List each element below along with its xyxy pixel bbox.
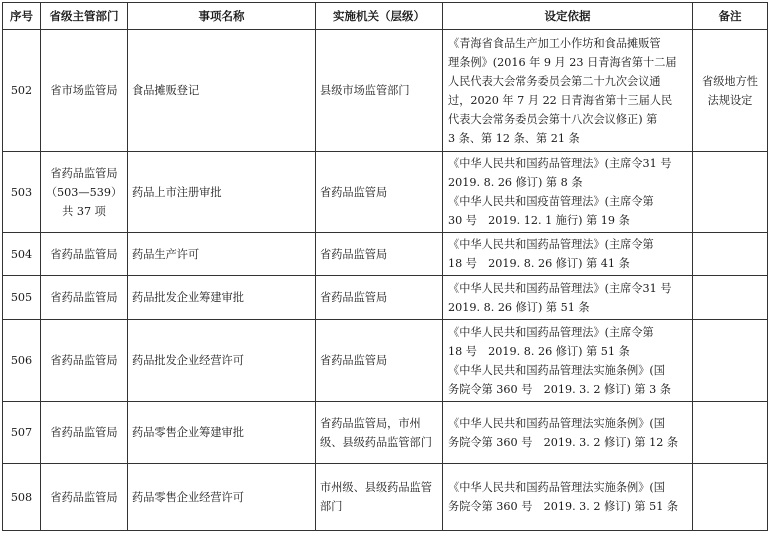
cell-dept [41, 276, 128, 320]
text-line: 2019. 8. 26 修订) 第 51 条 [448, 300, 590, 314]
cell-basis [443, 464, 693, 531]
cell-dept [41, 402, 128, 464]
cell-item: 药品零售企业经营许可 [128, 464, 316, 531]
cell-item: 药品批发企业经营许可 [128, 320, 316, 402]
cell-note [693, 464, 768, 531]
header-item: 事项名称 [128, 3, 316, 30]
cell-dept [41, 464, 128, 531]
cell-agency: 省药品监管局 [316, 233, 443, 276]
text-line: 务院令第 360 号 2019. 3. 2 修订) 第 51 条 [448, 500, 679, 513]
text-line: 省药品监管局 [50, 354, 118, 367]
cell-basis [443, 320, 693, 402]
header-dept: 省级主管部门 [41, 3, 128, 30]
cell-agency: 县级市场监管部门 [316, 30, 443, 152]
text-line: 18 号 2019. 8. 26 修订) 第 51 条 [448, 344, 630, 358]
text-line: 3 条、第 12 条、第 21 条 [448, 131, 580, 145]
cell-item: 药品上市注册审批 [128, 152, 316, 233]
cell-note [693, 233, 768, 276]
text-line: 《中华人民共和国疫苗管理法》(主席令第 [448, 195, 654, 208]
cell-basis [443, 30, 693, 152]
cell-item: 药品零售企业筹建审批 [128, 402, 316, 464]
text-line: 省药品监管局 [50, 247, 118, 261]
text-line: 省药品监管局 [50, 490, 118, 504]
text-line: 18 号 2019. 8. 26 修订) 第 41 条 [448, 257, 630, 270]
cell-dept [41, 152, 128, 233]
cell-note: 省级地方性法规设定 [693, 30, 768, 152]
header-agency: 实施机关（层级） [316, 3, 443, 30]
cell-item: 食品摊贩登记 [128, 30, 316, 152]
cell-no: 503 [3, 152, 41, 233]
cell-basis [443, 402, 693, 464]
text-line: 人民代表大会常务委员会第二十九次会议通 [448, 74, 661, 88]
cell-agency: 省药品监管局 [316, 276, 443, 320]
cell-no: 508 [3, 464, 41, 531]
text-line: 省药品监管局 [50, 291, 118, 304]
table-row [3, 233, 768, 276]
cell-note [693, 320, 768, 402]
text-line: 省药品监管局 [50, 426, 118, 439]
table-row [3, 152, 768, 233]
text-line: 过，2020 年 7 月 22 日青海省第十三届人民 [448, 93, 673, 107]
cell-agency: 省药品监管局，市州级、县级药品监管部门 [316, 402, 443, 464]
header-row [3, 3, 768, 30]
cell-dept [41, 30, 128, 152]
cell-no: 502 [3, 30, 41, 152]
permit-table [2, 2, 768, 531]
text-line: 2019. 8. 26 修订) 第 8 条 [448, 176, 583, 189]
text-line: 务院令第 360 号 2019. 3. 2 修订) 第 3 条 [448, 382, 671, 396]
cell-agency: 市州级、县级药品监管部门 [316, 464, 443, 531]
text-line: 《中华人民共和国药品管理法实施条例》(国 [448, 363, 665, 377]
cell-note [693, 276, 768, 320]
header-no: 序号 [3, 3, 41, 30]
cell-no: 507 [3, 402, 41, 464]
cell-item: 药品批发企业筹建审批 [128, 276, 316, 320]
cell-no: 504 [3, 233, 41, 276]
cell-basis [443, 233, 693, 276]
cell-item: 药品生产许可 [128, 233, 316, 276]
header-note: 备注 [693, 3, 768, 30]
text-line: 共 37 项 [62, 204, 106, 218]
text-line: 《中华人民共和国药品管理法》(主席令第 [448, 325, 654, 339]
cell-agency: 省药品监管局 [316, 152, 443, 233]
table-row [3, 320, 768, 402]
text-line: 理条例》(2016 年 9 月 23 日青海省第十二届 [448, 55, 677, 69]
cell-dept [41, 233, 128, 276]
table-row [3, 464, 768, 531]
text-line: （503—539） [45, 185, 123, 199]
text-line: 省市场监管局 [50, 84, 118, 97]
text-line: 《中华人民共和国药品管理法》(主席令31 号 [448, 157, 672, 170]
text-line: 《中华人民共和国药品管理法实施条例》(国 [448, 481, 665, 494]
table-row [3, 30, 768, 152]
table-row [3, 402, 768, 464]
cell-note [693, 152, 768, 233]
text-line: 《青海省食品生产加工小作坊和食品摊贩管 [448, 36, 661, 50]
cell-no: 505 [3, 276, 41, 320]
cell-no: 506 [3, 320, 41, 402]
text-line: 《中华人民共和国药品管理法》(主席令31 号 [448, 281, 672, 295]
cell-basis [443, 276, 693, 320]
cell-note [693, 402, 768, 464]
cell-agency: 省药品监管局 [316, 320, 443, 402]
cell-basis [443, 152, 693, 233]
text-line: 代表大会常务委员会第十八次会议修正) 第 [448, 112, 658, 126]
text-line: 30 号 2019. 12. 1 施行) 第 19 条 [448, 214, 630, 227]
text-line: 省药品监管局 [50, 166, 118, 180]
table-row [3, 276, 768, 320]
table-body [3, 30, 768, 531]
text-line: 《中华人民共和国药品管理法实施条例》(国 [448, 416, 665, 430]
cell-dept [41, 320, 128, 402]
text-line: 《中华人民共和国药品管理法》(主席令第 [448, 238, 654, 251]
text-line: 务院令第 360 号 2019. 3. 2 修订) 第 12 条 [448, 435, 679, 449]
header-basis: 设定依据 [443, 3, 693, 30]
